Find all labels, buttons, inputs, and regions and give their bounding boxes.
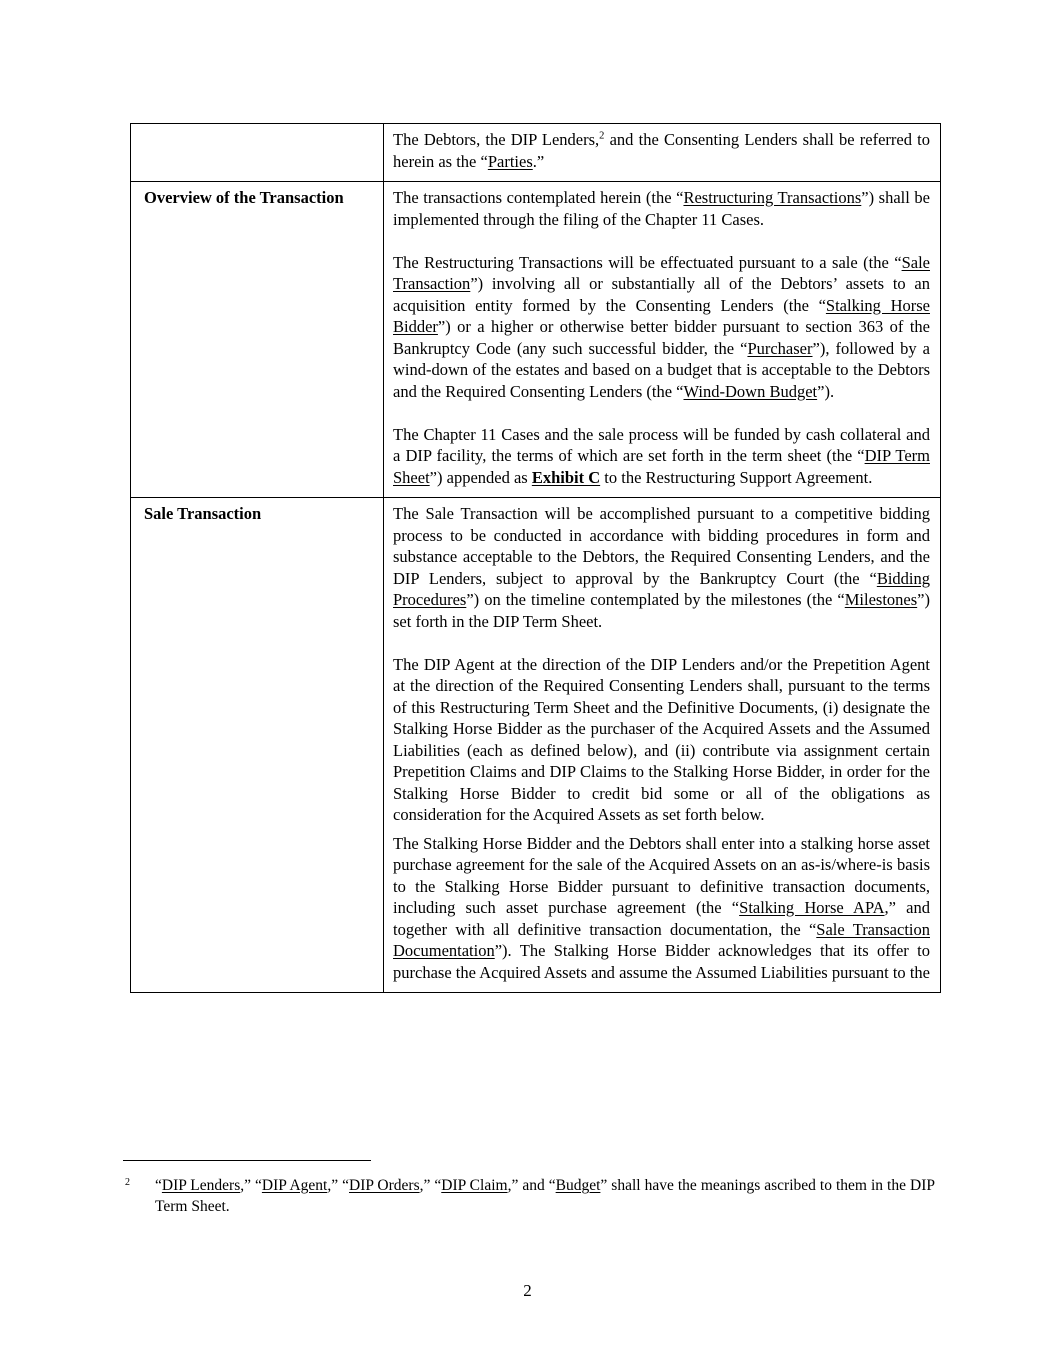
row-label-cell	[131, 498, 384, 993]
text-segment: ”). The Stalking Horse Bidder acknowledges that its offer to purchase the Acquired Assets and assume the Assumed Liabilities pursuant to the	[393, 941, 930, 982]
table-row	[131, 498, 941, 993]
row-label-cell	[131, 124, 384, 182]
text-segment: The Stalking Horse Bidder and the Debtors shall enter into a stalking horse asset purchase agreement for the sale of the Acquired Assets on an as-is/where-is basis to the Stalking Horse Bidder pursuant to definitive transaction documents, including such asset purchase agreement (the “	[393, 833, 930, 917]
table-row	[131, 182, 941, 498]
text-segment: ”).	[817, 381, 835, 401]
footnote-marker: 2	[125, 1177, 130, 1188]
defined-term: Stalking Horse APA	[739, 898, 885, 917]
paragraph	[393, 252, 930, 403]
text-segment: ”) or a higher or otherwise better bidder pursuant to section 363 of the Bankruptcy Code (any such successful bidder, the “	[393, 317, 930, 358]
paragraph	[393, 833, 930, 984]
text-segment: The DIP Agent at the direction of the DIP Lenders and/or the Prepetition Agent at the direction of the Required Consenting Lenders shall, pursuant to the terms of this Restructuring Term Sheet and the Definitive Documents, (i) designate the Stalking Horse Bidder as the purchaser of the Acquired Assets and the Assumed Liabilities (each as defined below), and (ii) contribute via assignment certain Prepetition Claims and DIP Claims to the Stalking Horse Bidder, in order for the Stalking Horse Bidder to credit bid some or all of the obligations as consideration for the Acquired Assets as set forth below.	[393, 654, 930, 824]
defined-term: Milestones	[844, 590, 918, 609]
defined-term: Parties	[487, 151, 533, 171]
text-segment: The Chapter 11 Cases and the sale process will be funded by cash collateral and a DIP facility, the terms of which are set forth in the term sheet (the “	[393, 424, 930, 465]
defined-term: Sale Transaction	[393, 252, 930, 293]
text-segment: 2	[599, 130, 605, 142]
page-number: 2	[523, 1281, 532, 1300]
text-segment: The transactions contemplated herein (the “	[393, 188, 684, 207]
table-row	[131, 124, 941, 182]
row-body-cell	[384, 498, 941, 993]
term-sheet-table-body	[131, 124, 941, 993]
text-segment: .”	[532, 151, 545, 171]
defined-term: DIP Orders	[349, 1177, 420, 1194]
defined-term: Sale Transaction Documentation	[393, 919, 930, 960]
paragraph	[393, 187, 930, 230]
text-segment: “	[155, 1177, 162, 1194]
text-segment: ”) appended as	[429, 467, 532, 487]
defined-term: Wind-Down Budget	[683, 381, 818, 401]
defined-term: Restructuring Transactions	[683, 188, 862, 207]
defined-term: DIP Claim	[441, 1177, 508, 1194]
text-segment: ,” and together with all definitive transaction documentation, the “	[393, 898, 930, 939]
text-segment: The Restructuring Transactions will be effectuated pursuant to a sale (the “	[393, 252, 902, 272]
footnote-separator-rule	[123, 1160, 371, 1161]
text-segment: to the Restructuring Support Agreement.	[600, 467, 873, 487]
paragraph	[393, 129, 930, 172]
text-segment: ,” and “	[507, 1177, 556, 1194]
footnote	[123, 1160, 935, 1217]
defined-term: Bidding Procedures	[393, 568, 930, 609]
defined-term: Budget	[555, 1177, 601, 1194]
text-segment: The Debtors, the DIP Lenders,	[393, 130, 600, 149]
text-segment: ”) shall be implemented through the filing of the Chapter 11 Cases.	[393, 188, 930, 229]
footnote-body	[123, 1176, 935, 1217]
text-segment: ”) on the timeline contemplated by the milestones (the “	[466, 590, 845, 609]
text-segment: ”) involving all or substantially all of the Debtors’ assets to an acquisition entity formed by the Consenting Lenders (the “	[393, 274, 930, 315]
text-segment: ”), followed by a wind-down of the estates and based on a budget that is acceptable to the Debtors and the Required Consenting Lenders (the “	[393, 338, 930, 401]
row-label-cell	[131, 182, 384, 498]
row-label: Sale Transaction	[144, 504, 262, 523]
text-segment: The Sale Transaction will be accomplished pursuant to a competitive bidding process to be conducted in accordance with bidding procedures in form and substance acceptable to the Debtors, the Required Consenting Lenders, and the DIP Lenders, subject to approval by the Bankruptcy Court (the “	[393, 504, 930, 588]
footnote-text	[155, 1177, 935, 1215]
term-sheet-table	[130, 123, 941, 993]
defined-term: DIP Lenders	[161, 1177, 241, 1194]
defined-term: Stalking Horse Bidder	[393, 295, 930, 336]
defined-term: DIP Term Sheet	[393, 446, 930, 487]
text-segment: ”) set forth in the DIP Term Sheet.	[393, 590, 930, 631]
text-segment: ,” “	[327, 1177, 349, 1194]
defined-term: Exhibit C	[531, 467, 601, 487]
defined-term: Purchaser	[747, 338, 813, 358]
text-segment: ,” “	[240, 1177, 262, 1194]
row-body-cell	[384, 182, 941, 498]
paragraph	[393, 424, 930, 489]
paragraph	[393, 503, 930, 632]
text-segment: and the Consenting Lenders shall be referred to herein as the “	[393, 130, 930, 171]
text-segment: ” shall have the meanings ascribed to them in the DIP Term Sheet.	[155, 1177, 935, 1215]
row-label: Overview of the Transaction	[144, 188, 344, 207]
text-segment: ,” “	[419, 1177, 442, 1194]
paragraph	[393, 654, 930, 826]
defined-term: DIP Agent	[261, 1177, 328, 1194]
row-body-cell	[384, 124, 941, 182]
